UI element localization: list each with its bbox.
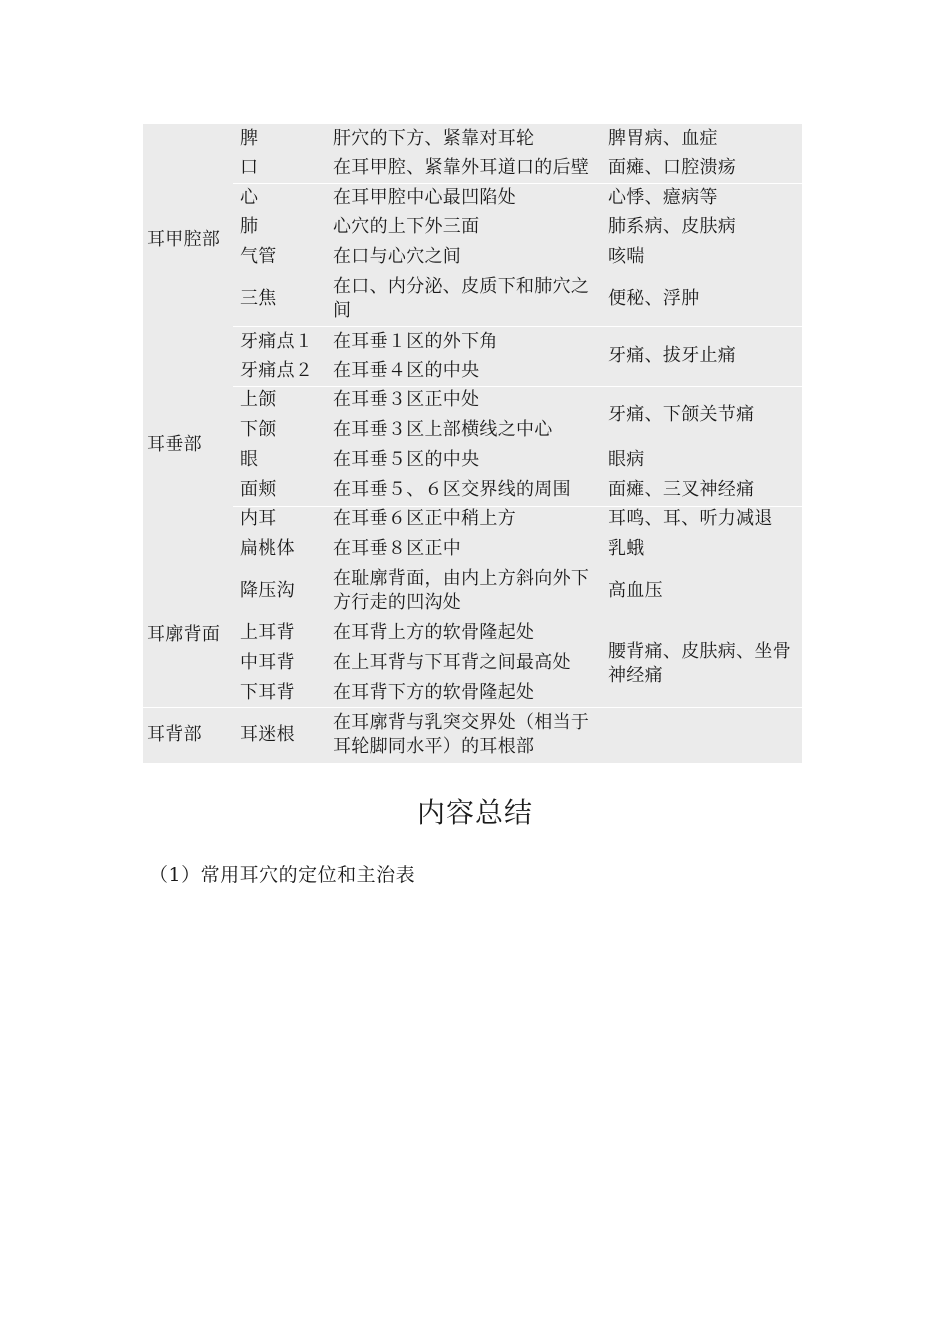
region-label: 耳廓背面 <box>147 624 221 645</box>
point-name: 三焦 <box>240 288 277 309</box>
point-name: 下耳背 <box>240 682 295 703</box>
point-location: 在耳垂６区正中稍上方 <box>333 508 516 529</box>
point-name: 面颊 <box>240 479 277 500</box>
point-location: 在口、内分泌、皮质下和肺穴之间 <box>333 276 590 321</box>
region-label: 耳垂部 <box>147 434 202 455</box>
point-name: 耳迷根 <box>240 724 295 745</box>
point-location: 在口与心穴之间 <box>333 246 462 267</box>
point-indication: 牙痛、下颌关节痛 <box>608 404 755 425</box>
acupoint-table <box>143 124 802 763</box>
region-label: 耳背部 <box>147 724 202 745</box>
point-location: 在耳垂５、６区交界线的周围 <box>333 479 571 500</box>
point-location: 在耻廓背面，由内上方斜向外下方行走的凹沟处 <box>333 568 590 613</box>
point-name: 心 <box>240 187 259 208</box>
point-name: 上耳背 <box>240 622 295 643</box>
point-name: 内耳 <box>240 508 277 529</box>
row-divider <box>143 707 802 708</box>
point-name: 上颌 <box>240 389 277 410</box>
point-indication: 牙痛、拔牙止痛 <box>608 345 737 366</box>
point-location: 在耳垂１区的外下角 <box>333 331 498 352</box>
point-indication: 脾胃病、血症 <box>608 128 718 149</box>
point-indication: 耳鸣、耳、听力减退 <box>608 508 773 529</box>
point-location: 肝穴的下方、紧靠对耳轮 <box>333 128 535 149</box>
point-location: 在耳廓背与乳突交界处（相当于耳轮脚同水平）的耳根部 <box>333 712 590 757</box>
point-indication: 高血压 <box>608 580 663 601</box>
point-location: 在耳甲腔、紧靠外耳道口的后壁 <box>333 157 590 178</box>
point-indication: 肺系病、皮肤病 <box>608 216 737 237</box>
row-divider <box>233 386 802 387</box>
point-name: 口 <box>240 157 259 178</box>
point-location: 在耳垂５区的中央 <box>333 449 480 470</box>
row-divider <box>233 326 802 327</box>
point-indication: 眼病 <box>608 449 645 470</box>
summary-title: 内容总结 <box>416 796 533 829</box>
point-name: 中耳背 <box>240 652 295 673</box>
point-name: 眼 <box>240 449 259 470</box>
point-location: 在上耳背与下耳背之间最高处 <box>333 652 571 673</box>
point-name: 下颌 <box>240 419 277 440</box>
point-location: 在耳垂８区正中 <box>333 538 462 559</box>
point-indication: 面瘫、口腔溃疡 <box>608 157 737 178</box>
point-location: 在耳垂４区的中央 <box>333 360 480 381</box>
point-name: 牙痛点２ <box>240 360 314 381</box>
point-name: 脾 <box>240 128 259 149</box>
point-location: 在耳背上方的软骨隆起处 <box>333 622 535 643</box>
point-name: 牙痛点１ <box>240 331 314 352</box>
point-name: 气管 <box>240 246 277 267</box>
point-location: 在耳甲腔中心最凹陷处 <box>333 187 516 208</box>
point-indication: 面瘫、三叉神经痛 <box>608 479 755 500</box>
point-location: 在耳垂３区正中处 <box>333 389 480 410</box>
point-indication: 心悸、癔病等 <box>608 187 718 208</box>
region-label: 耳甲腔部 <box>147 229 221 250</box>
row-divider <box>233 183 802 184</box>
summary-item: （1）常用耳穴的定位和主治表 <box>149 864 416 886</box>
point-indication: 咳喘 <box>608 246 645 267</box>
point-name: 扁桃体 <box>240 538 295 559</box>
point-location: 在耳垂３区上部横线之中心 <box>333 419 553 440</box>
point-indication: 便秘、浮肿 <box>608 288 700 309</box>
point-indication: 乳蛾 <box>608 538 645 559</box>
point-location: 心穴的上下外三面 <box>333 216 480 237</box>
point-name: 降压沟 <box>240 580 295 601</box>
point-indication: 腰背痛、皮肤病、坐骨神经痛 <box>608 641 791 686</box>
point-location: 在耳背下方的软骨隆起处 <box>333 682 535 703</box>
point-name: 肺 <box>240 216 259 237</box>
